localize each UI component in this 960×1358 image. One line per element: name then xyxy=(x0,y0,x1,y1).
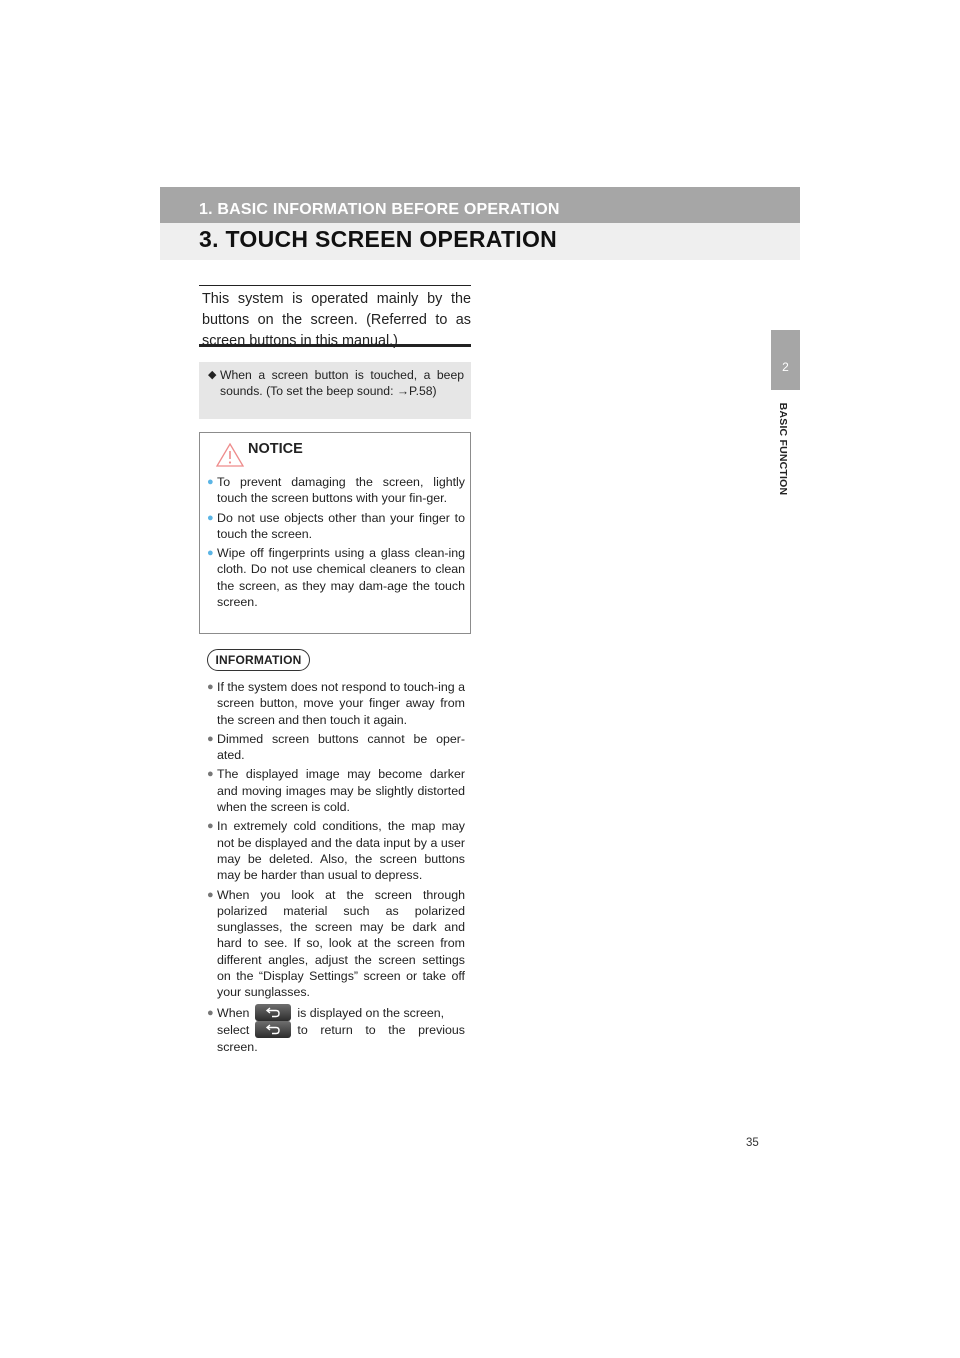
beep-note-text: When a screen button is touched, a beep sounds. (To set the beep sound: →P.58) xyxy=(220,368,464,399)
list-item xyxy=(207,818,465,883)
information-item-text: The displayed image may become darker and moving images may be slightly distorted when the screen is cold. xyxy=(217,767,465,815)
bullet-icon: ● xyxy=(207,820,214,833)
chapter-number: 2 xyxy=(782,360,789,374)
beep-note-box xyxy=(199,362,471,419)
page-title: 3. TOUCH SCREEN OPERATION xyxy=(199,226,558,252)
bullet-icon: ● xyxy=(207,547,214,560)
chapter-label: BASIC FUNCTION xyxy=(777,402,789,496)
intro-text: This system is operated mainly by the buttons on the screen. (Referred to as screen buttons in this manual.) xyxy=(202,291,471,349)
bullet-icon: ● xyxy=(207,476,214,488)
list-item xyxy=(207,679,465,728)
list-item xyxy=(207,731,465,764)
list-item xyxy=(207,474,465,507)
information-list xyxy=(207,679,465,1058)
back-button-icon xyxy=(255,1004,291,1021)
list-item xyxy=(207,766,465,815)
warning-triangle-icon xyxy=(215,442,245,468)
information-item-text: If the system does not respond to touch-ing a screen button, move your finger away from the screen and then touch it again. xyxy=(217,680,465,727)
bullet-icon: ● xyxy=(207,888,214,901)
bullet-icon: ● xyxy=(207,681,214,693)
bullet-icon: ● xyxy=(207,1006,214,1019)
section-title: 1. BASIC INFORMATION BEFORE OPERATION xyxy=(199,201,560,218)
notice-list xyxy=(207,474,465,613)
back-item-text-2: is displayed on the screen, xyxy=(297,1005,445,1020)
back-item-text-1: When xyxy=(217,1005,250,1020)
bullet-icon: ● xyxy=(207,732,214,745)
information-item-text xyxy=(217,1005,465,1056)
information-badge: INFORMATION xyxy=(207,649,310,671)
bullet-icon: ● xyxy=(207,768,214,781)
back-item-text-4: to return to the previous screen. xyxy=(217,1022,465,1055)
intro-box xyxy=(199,285,471,347)
notice-item-text: Wipe off fingerprints using a glass clean-ing cloth. Do not use chemical cleaners to clean the screen, as they may dam-age the touch screen. xyxy=(217,546,465,610)
bullet-icon: ◆ xyxy=(208,369,217,381)
notice-item-text: To prevent damaging the screen, lightly touch the screen buttons with your fin-ger. xyxy=(217,475,465,506)
list-item xyxy=(207,887,465,1001)
information-item-text: In extremely cold conditions, the map may not be displayed and the data input by a user may be deleted. Also, the screen buttons may be harder than usual to depress. xyxy=(217,819,465,883)
information-item-text: Dimmed screen buttons cannot be oper-ated. xyxy=(217,731,465,763)
information-item-text: When you look at the screen through polarized material such as polarized sunglasses, the screen may be dark and hard to see. If so, look at the screen from different angles, adjust the screen settings on the “Display Settings” screen or take off your sunglasses. xyxy=(217,887,465,1000)
list-item xyxy=(207,545,465,610)
notice-title: NOTICE xyxy=(248,441,303,457)
back-item-text-3: select xyxy=(217,1022,250,1037)
list-item xyxy=(207,510,465,543)
notice-item-text: Do not use objects other than your finger to touch the screen. xyxy=(217,510,465,541)
bullet-icon: ● xyxy=(207,511,214,524)
list-item xyxy=(207,1005,465,1056)
page-number: 35 xyxy=(746,1137,759,1149)
back-button-icon xyxy=(255,1021,291,1038)
